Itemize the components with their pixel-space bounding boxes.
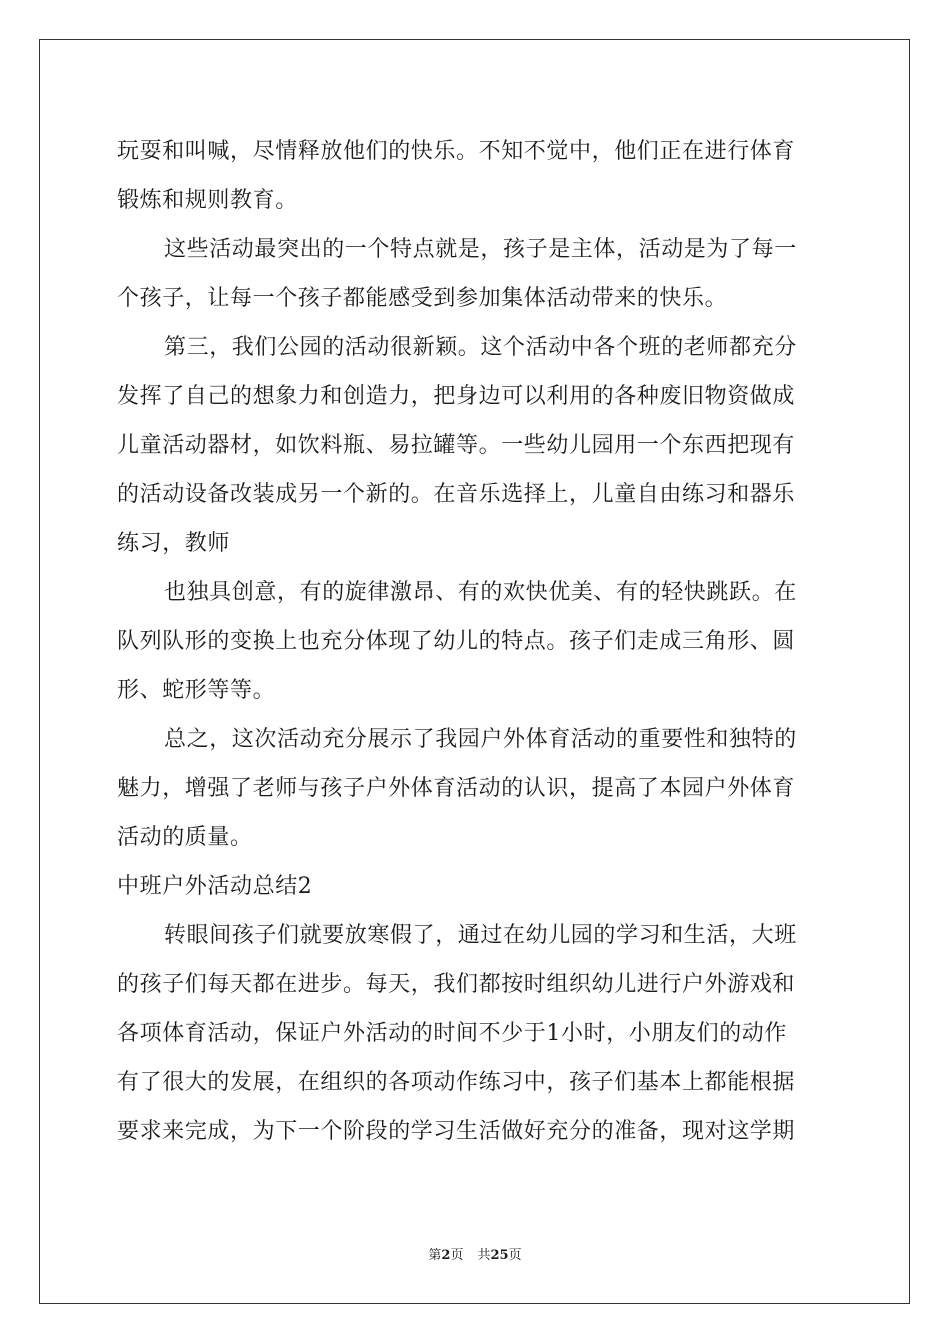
text-line: 的活动设备改装成另一个新的。在音乐选择上，儿童自由练习和器乐 [117, 482, 796, 507]
text-line: 锻炼和规则教育。 [117, 188, 298, 213]
paragraph-start-line: 总之，这次活动充分展示了我园户外体育活动的重要性和独特的 [164, 727, 797, 752]
text-line: 发挥了自己的想象力和创造力，把身边可以利用的各种废旧物资做成 [117, 384, 796, 409]
text-line: 的孩子们每天都在进步。每天，我们都按时组织幼儿进行户外游戏和 [117, 972, 796, 997]
paragraph-start-line: 第三，我们公园的活动很新颖。这个活动中各个班的老师都充分 [164, 335, 797, 360]
text-line: 活动的质量。 [117, 825, 253, 850]
text-line: 练习，教师 [117, 531, 231, 556]
text-line: 魅力，增强了老师与孩子户外体育活动的认识，提高了本园户外体育 [117, 776, 796, 801]
section-heading: 中班户外活动总结2 [117, 874, 313, 899]
text-line: 各项体育活动，保证户外活动的时间不少于1小时，小朋友们的动作 [117, 1021, 787, 1046]
text-line: 有了很大的发展，在组织的各项动作练习中，孩子们基本上都能根据 [117, 1070, 796, 1095]
document-body [117, 127, 833, 1156]
page-footer [0, 1244, 950, 1263]
page-number: 2 [441, 1248, 451, 1263]
text-line: 要求来完成，为下一个阶段的学习生活做好充分的准备，现对这学期 [117, 1119, 796, 1144]
total-pages: 25 [490, 1248, 509, 1263]
total-pages-suffix: 页 [508, 1248, 522, 1263]
paragraph-start-line: 这些活动最突出的一个特点就是，孩子是主体，活动是为了每一 [164, 237, 797, 262]
paragraph-start-line: 也独具创意，有的旋律激昂、有的欢快优美、有的轻快跳跃。在 [164, 580, 797, 605]
page-number-suffix: 页 [450, 1248, 464, 1263]
text-line: 儿童活动器材，如饮料瓶、易拉罐等。一些幼儿园用一个东西把现有 [117, 433, 796, 458]
text-line: 玩耍和叫喊，尽情释放他们的快乐。不知不觉中，他们正在进行体育 [117, 139, 796, 164]
text-line: 形、蛇形等等。 [117, 678, 276, 703]
page-number-prefix: 第 [428, 1248, 442, 1263]
text-line: 队列队形的变换上也充分体现了幼儿的特点。孩子们走成三角形、圆 [117, 629, 796, 654]
total-pages-prefix: 共 [477, 1248, 491, 1263]
paragraph-start-line: 转眼间孩子们就要放寒假了，通过在幼儿园的学习和生活，大班 [164, 923, 797, 948]
text-line: 个孩子，让每一个孩子都能感受到参加集体活动带来的快乐。 [117, 286, 728, 311]
